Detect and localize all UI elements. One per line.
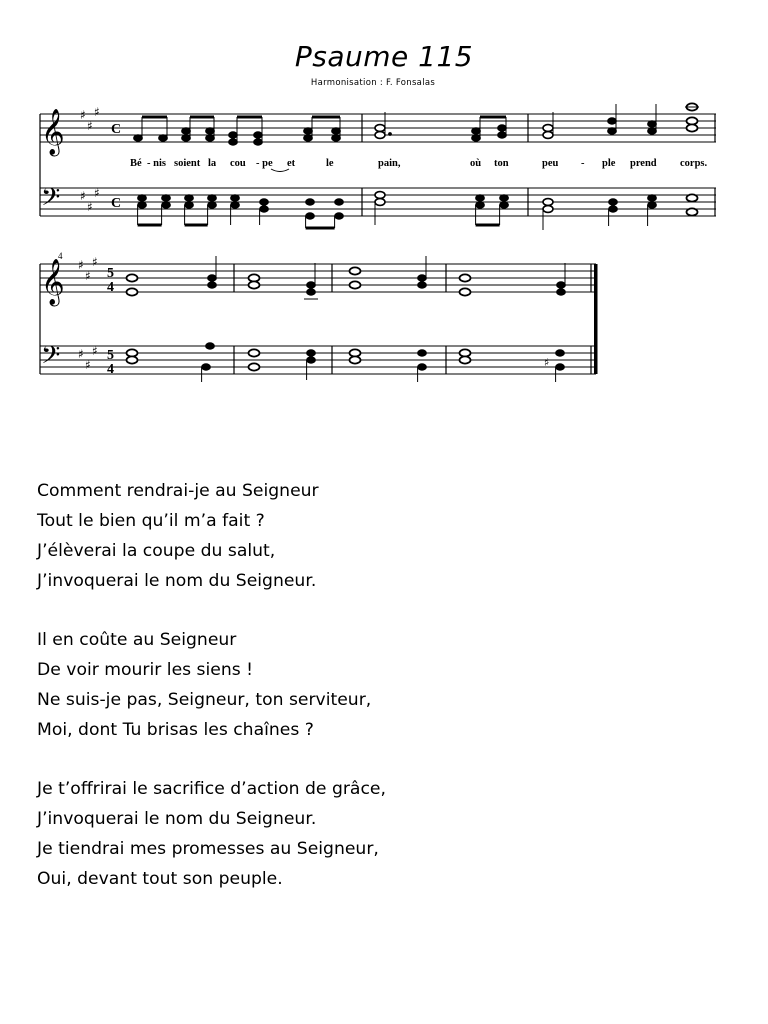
music-score (36, 100, 722, 390)
verse-line: Je t’offrirai le sacrifice d’action de grâce, (37, 779, 386, 799)
verse-line: Tout le bien qu’il m’a fait ? (37, 511, 265, 531)
svg-text:♯: ♯ (80, 189, 86, 203)
lyric-syllable: - pe (256, 158, 273, 169)
lyric-syllable: la (208, 158, 217, 169)
verse-line: Ne suis-je pas, Seigneur, ton serviteur, (37, 690, 372, 710)
lyric-syllable: prend (630, 158, 657, 169)
time-signature-treble-1: C (111, 122, 122, 137)
lyric-syllable: - (581, 158, 585, 169)
lyric-syllable: cou (230, 158, 246, 169)
svg-text:♯: ♯ (85, 358, 91, 372)
key-signature-treble-2 (78, 255, 98, 283)
stanza-1 (37, 476, 737, 596)
lyric-syllable: pain, (378, 158, 401, 169)
svg-text:♯: ♯ (80, 108, 86, 122)
svg-text:♯: ♯ (85, 269, 91, 283)
verse-line: Comment rendrai-je au Seigneur (37, 481, 319, 501)
lyric-syllable: - nis (147, 158, 166, 169)
svg-text:♯: ♯ (92, 255, 98, 269)
bass-clef-icon: 𝄢 (41, 183, 61, 218)
lyric-syllable: Bé (130, 158, 142, 169)
lyric-syllable: ple (602, 158, 616, 169)
treble-clef-icon: 𝄞 (41, 259, 65, 305)
verse-line: Il en coûte au Seigneur (37, 630, 237, 650)
verse-line: Moi, dont Tu brisas les chaînes ? (37, 720, 314, 740)
svg-text:♯: ♯ (544, 356, 550, 369)
verse-line: J’invoquerai le nom du Seigneur. (37, 809, 317, 829)
verse-line: J’élèverai la coupe du salut, (37, 541, 276, 561)
time-signature-top: 5 (107, 266, 114, 281)
key-signature-bass-1 (80, 186, 100, 214)
verse-line: Je tiendrai mes promesses au Seigneur, (37, 839, 379, 859)
treble-clef-icon: 𝄞 (41, 109, 65, 155)
bass-notes-1 (138, 192, 698, 230)
lyric-syllable: et (287, 158, 296, 169)
bass-clef-icon: 𝄢 (41, 341, 61, 376)
key-signature-bass-2 (78, 344, 98, 372)
lyric-syllable: où (470, 158, 482, 169)
stanza-3 (37, 774, 737, 894)
time-signature-bottom: 4 (107, 362, 114, 377)
verses (37, 476, 737, 923)
final-barline (594, 264, 598, 374)
lyric-syllable: soient (174, 158, 201, 169)
page-title: Psaume 115 (294, 40, 474, 73)
harmonisation-credit: Harmonisation : F. Fonsalas (310, 78, 436, 88)
svg-text:♯: ♯ (94, 186, 100, 200)
lyric-syllable: corps. (680, 158, 708, 169)
system-2 (40, 251, 598, 382)
bass-staff-2 (40, 346, 596, 374)
system-1 (40, 103, 716, 230)
svg-text:♯: ♯ (87, 119, 93, 133)
treble-notes-1 (134, 103, 699, 145)
treble-staff-2 (40, 264, 596, 292)
svg-text:♯: ♯ (92, 344, 98, 358)
svg-text:♯: ♯ (78, 347, 84, 361)
lyric-syllable: peu (542, 158, 559, 169)
svg-text:♯: ♯ (87, 200, 93, 214)
stanza-2 (37, 625, 737, 745)
measure-number: 4 (58, 251, 63, 261)
verse-line: De voir mourir les siens ! (37, 660, 254, 680)
verse-line: Oui, devant tout son peuple. (37, 869, 283, 889)
svg-text:♯: ♯ (94, 105, 100, 119)
lyric-syllable: ton (494, 158, 509, 169)
time-signature-top: 5 (107, 348, 114, 363)
time-signature-bass-1: C (111, 196, 122, 211)
bass-notes-2 (127, 343, 565, 382)
lyric-syllable: le (326, 158, 334, 169)
key-signature-treble-1 (80, 105, 100, 133)
svg-text:♯: ♯ (78, 258, 84, 272)
verse-line: J’invoquerai le nom du Seigneur. (37, 571, 317, 591)
time-signature-bottom: 4 (107, 280, 114, 295)
lyrics-line (130, 158, 707, 169)
